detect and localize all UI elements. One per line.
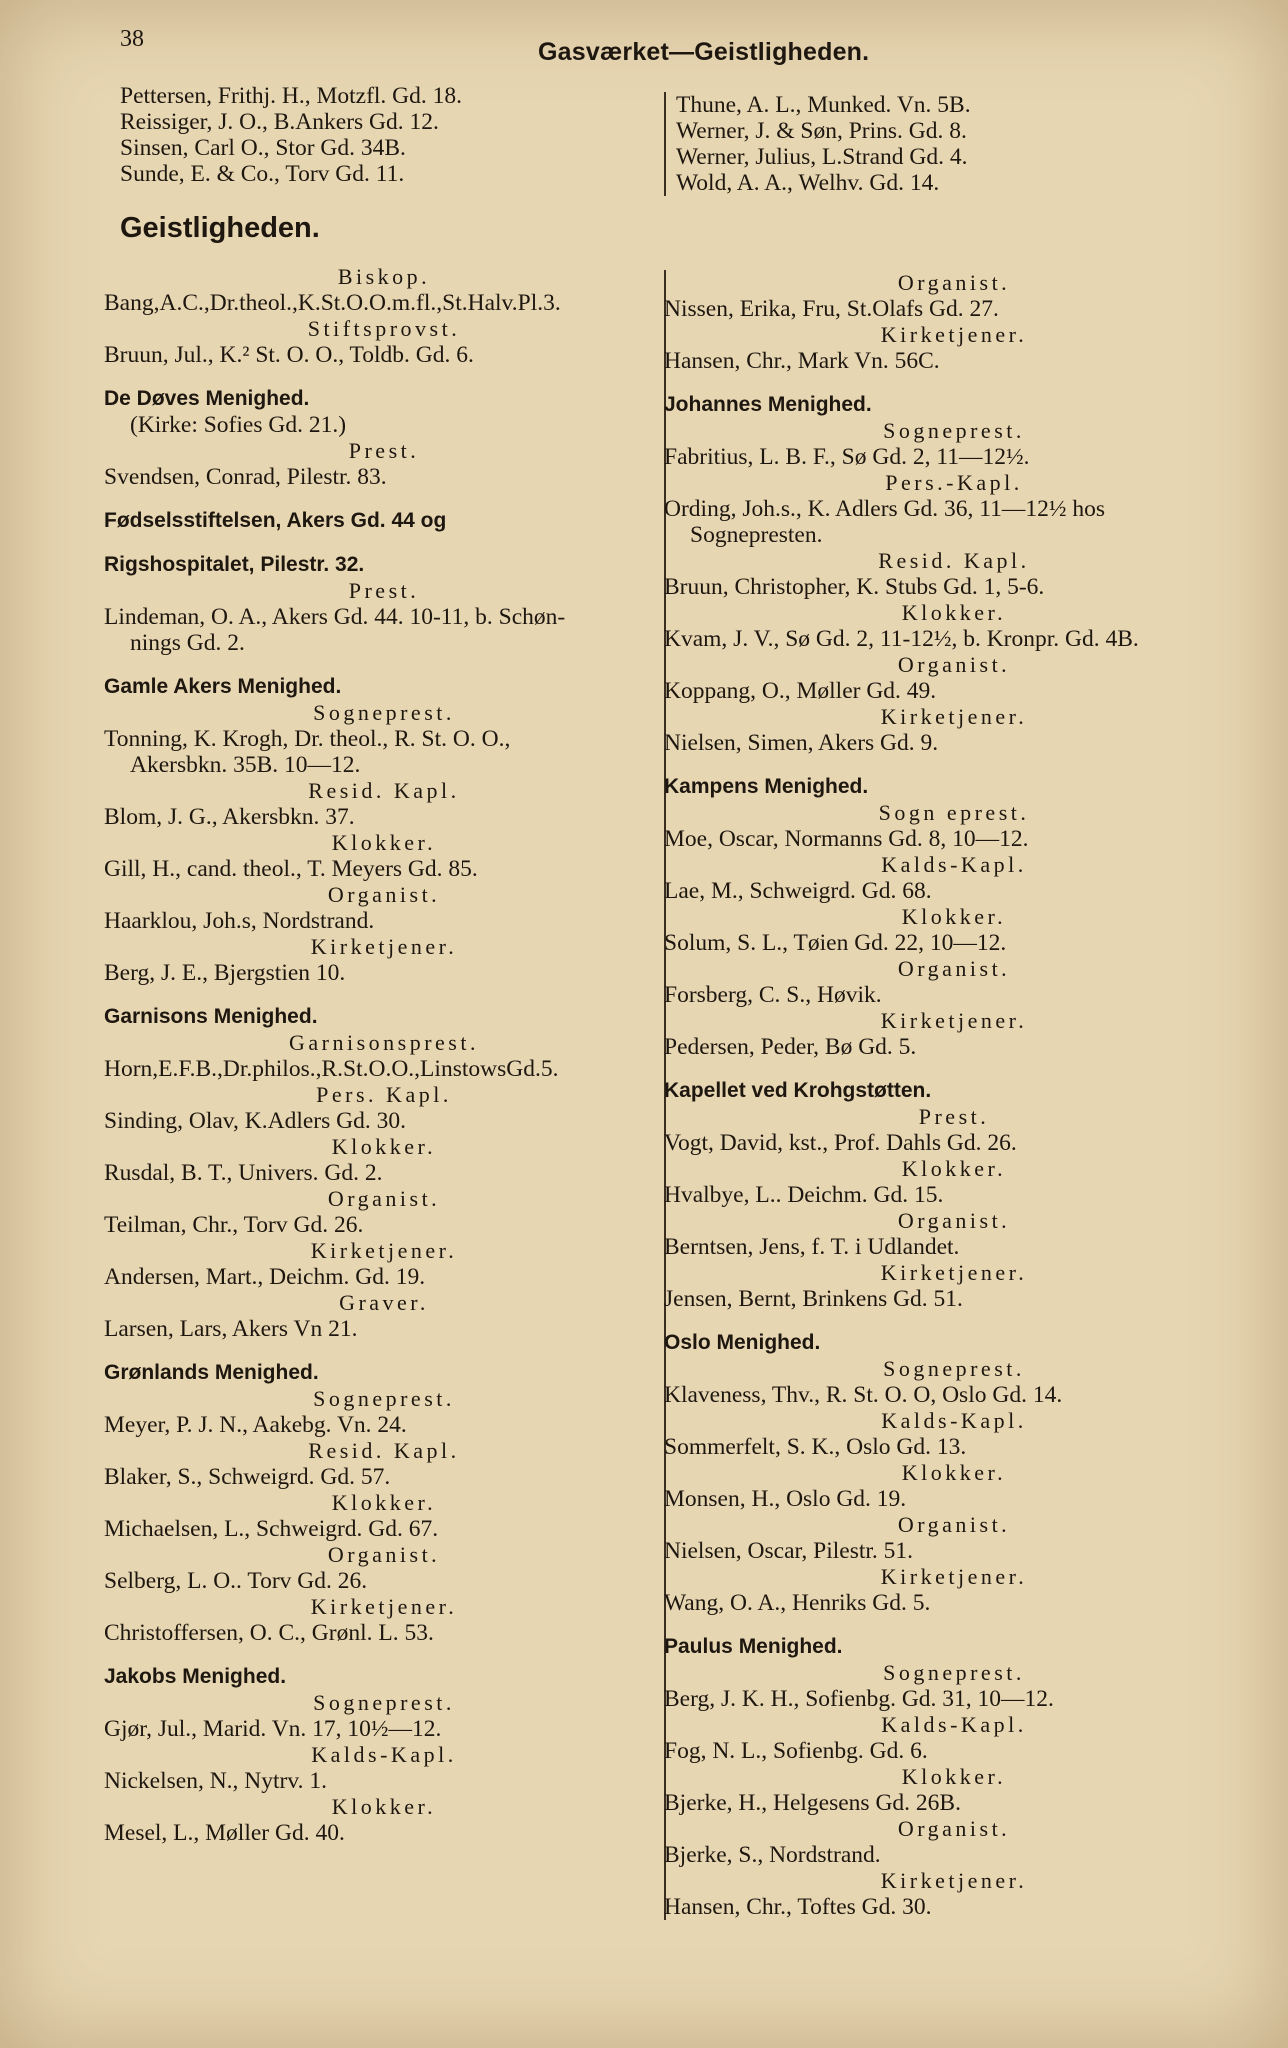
office-title: Biskop. [337,264,431,289]
office-title: Prest. [348,578,420,603]
office-title: Resid. Kapl. [308,778,460,803]
office-title: Kalds-Kapl. [881,1408,1027,1433]
directory-entry: Meyer, P. J. N., Aakebg. Vn. 24. [104,1412,407,1438]
top-left-list [120,83,462,187]
list-item: Werner, Julius, L.Strand Gd. 4. [676,144,968,170]
parish-heading: Paulus Menighed. [664,1635,843,1658]
office-title: Sogneprest. [313,700,455,725]
list-item: Wold, A. A., Welhv. Gd. 14. [676,170,940,196]
directory-entry: Teilman, Chr., Torv Gd. 26. [104,1212,364,1238]
directory-entry: Fabritius, L. B. F., Sø Gd. 2, 11—12½. [664,444,1030,470]
directory-entry: Gill, H., cand. theol., T. Meyers Gd. 85. [104,856,478,882]
left-column [104,264,664,1846]
office-title: Prest. [348,438,420,463]
office-title: Kirketjener. [880,1868,1028,1893]
office-title: Kirketjener. [310,1238,458,1263]
directory-entry: Nissen, Erika, Fru, St.Olafs Gd. 27. [664,296,999,322]
directory-entry: Nielsen, Simen, Akers Gd. 9. [664,730,939,756]
directory-entry: Haarklou, Joh.s, Nordstrand. [104,908,375,934]
directory-entry: Bang,A.C.,Dr.theol.,K.St.O.O.m.fl.,St.Halv.Pl.3. [104,290,561,316]
office-title: Sogn eprest. [878,800,1030,825]
office-title: Kirketjener. [880,1260,1028,1285]
office-title: Kalds-Kapl. [881,852,1027,877]
office-title: Klokker. [901,1156,1007,1181]
directory-entry: Bjerke, H., Helgesens Gd. 26B. [664,1790,961,1816]
directory-entry: Kvam, J. V., Sø Gd. 2, 11-12½, b. Kronpr. Gd. 4B. [664,626,1139,652]
directory-entry: Jensen, Bernt, Brinkens Gd. 51. [664,1286,963,1312]
directory-entry: Ording, Joh.s., K. Adlers Gd. 36, 11—12½ hos [664,496,1106,522]
office-title: Prest. [918,1104,990,1129]
parish-heading: Johannes Menighed. [664,393,872,416]
office-title: Organist. [897,1512,1011,1537]
office-title: Organist. [897,270,1011,295]
directory-entry: Rusdal, B. T., Univers. Gd. 2. [104,1160,383,1186]
directory-entry: Svendsen, Conrad, Pilestr. 83. [104,464,387,490]
running-head: Gasværket—Geistligheden. [538,38,870,66]
section-title: Geistligheden. [120,212,320,244]
office-title: Kirketjener. [880,1564,1028,1589]
directory-entry: Blaker, S., Schweigrd. Gd. 57. [104,1464,391,1490]
directory-entry: Forsberg, C. S., Høvik. [664,982,882,1008]
page-number: 38 [120,26,144,52]
office-title: Kirketjener. [310,1594,458,1619]
office-title: Garnisonsprest. [289,1030,479,1055]
directory-entry: Berg, J. E., Bjergstien 10. [104,960,346,986]
office-title: Klokker. [331,830,437,855]
office-title: Organist. [897,1208,1011,1233]
office-title: Organist. [327,882,441,907]
office-title: Klokker. [901,1460,1007,1485]
directory-entry: Berntsen, Jens, f. T. i Udlandet. [664,1234,960,1260]
directory-entry: Horn,E.F.B.,Dr.philos.,R.St.O.O.,LinstowsGd.5. [104,1056,559,1082]
office-title: Organist. [897,1816,1011,1841]
office-title: Resid. Kapl. [878,548,1030,573]
parish-heading: Grønlands Menighed. [104,1361,319,1384]
directory-entry: Blom, J. G., Akersbkn. 37. [104,804,355,830]
directory-entry: Bjerke, S., Nordstrand. [664,1842,881,1868]
directory-entry: Hansen, Chr., Toftes Gd. 30. [664,1894,932,1920]
office-title: Graver. [339,1290,429,1315]
parish-heading: Gamle Akers Menighed. [104,675,342,698]
directory-entry: Pedersen, Peder, Bø Gd. 5. [664,1034,917,1060]
entry-continuation: (Kirke: Sofies Gd. 21.) [130,412,347,438]
directory-entry: Gjør, Jul., Marid. Vn. 17, 10½—12. [104,1716,442,1742]
office-title: Sogneprest. [883,1356,1025,1381]
directory-entry: Hvalbye, L.. Deichm. Gd. 15. [664,1182,944,1208]
directory-entry: Klaveness, Thv., R. St. O. O, Oslo Gd. 14. [664,1382,1063,1408]
office-title: Organist. [327,1542,441,1567]
directory-entry: Wang, O. A., Henriks Gd. 5. [664,1590,931,1616]
list-item: Pettersen, Frithj. H., Motzfl. Gd. 18. [120,83,463,109]
directory-entry: Bruun, Jul., K.² St. O. O., Toldb. Gd. 6. [104,342,474,368]
entry-continuation: Akersbkn. 35B. 10—12. [130,752,361,778]
directory-entry: Fog, N. L., Sofienbg. Gd. 6. [664,1738,928,1764]
office-title: Kalds-Kapl. [881,1712,1027,1737]
directory-entry: Berg, J. K. H., Sofienbg. Gd. 31, 10—12. [664,1686,1054,1712]
parish-heading: Kapellet ved Krohgstøtten. [664,1079,932,1102]
directory-entry: Michaelsen, L., Schweigrd. Gd. 67. [104,1516,439,1542]
office-title: Sogneprest. [313,1690,455,1715]
office-title: Klokker. [901,1764,1007,1789]
column-divider-top [664,92,666,196]
parish-heading: Jakobs Menighed. [104,1665,287,1688]
parish-heading: Kampens Menighed. [664,775,869,798]
parish-heading: Oslo Menighed. [664,1331,821,1354]
directory-entry: Moe, Oscar, Normanns Gd. 8, 10—12. [664,826,1029,852]
office-title: Organist. [327,1186,441,1211]
list-item: Sinsen, Carl O., Stor Gd. 34B. [120,135,406,161]
office-title: Stiftsprovst. [307,316,461,341]
directory-entry: Solum, S. L., Tøien Gd. 22, 10—12. [664,930,1007,956]
directory-entry: Lindeman, O. A., Akers Gd. 44. 10-11, b. Schøn- [104,604,566,630]
directory-entry: Monsen, H., Oslo Gd. 19. [664,1486,907,1512]
office-title: Kirketjener. [310,934,458,959]
directory-entry: Bruun, Christopher, K. Stubs Gd. 1, 5-6. [664,574,1045,600]
office-title: Sogneprest. [313,1386,455,1411]
directory-entry: Vogt, David, kst., Prof. Dahls Gd. 26. [664,1130,1017,1156]
office-title: Kirketjener. [880,1008,1028,1033]
office-title: Sogneprest. [883,1660,1025,1685]
top-right-list [676,92,971,196]
office-title: Kirketjener. [880,322,1028,347]
office-title: Klokker. [331,1794,437,1819]
office-title: Kirketjener. [880,704,1028,729]
directory-entry: Nielsen, Oscar, Pilestr. 51. [664,1538,914,1564]
office-title: Kalds-Kapl. [311,1742,457,1767]
directory-entry: Tonning, K. Krogh, Dr. theol., R. St. O. O., [104,726,511,752]
list-item: Reissiger, J. O., B.Ankers Gd. 12. [120,109,439,135]
parish-heading: De Døves Menighed. [104,387,310,410]
office-title: Pers. Kapl. [316,1082,452,1107]
office-title: Klokker. [331,1490,437,1515]
parish-heading: Rigshospitalet, Pilestr. 32. [104,553,365,576]
directory-entry: Koppang, O., Møller Gd. 49. [664,678,937,704]
right-column [664,270,1244,1920]
entry-continuation: nings Gd. 2. [130,630,245,656]
directory-entry: Christoffersen, O. C., Grønl. L. 53. [104,1620,434,1646]
office-title: Pers.-Kapl. [885,470,1023,495]
directory-entry: Larsen, Lars, Akers Vn 21. [104,1316,358,1342]
office-title: Klokker. [901,600,1007,625]
directory-entry: Andersen, Mart., Deichm. Gd. 19. [104,1264,426,1290]
directory-entry: Hansen, Chr., Mark Vn. 56C. [664,348,940,374]
directory-entry: Mesel, L., Møller Gd. 40. [104,1820,345,1846]
directory-entry: Lae, M., Schweigrd. Gd. 68. [664,878,932,904]
parish-heading: Fødselsstiftelsen, Akers Gd. 44 og [104,509,447,532]
office-title: Klokker. [901,904,1007,929]
list-item: Werner, J. & Søn, Prins. Gd. 8. [676,118,967,144]
directory-entry: Sinding, Olav, K.Adlers Gd. 30. [104,1108,407,1134]
list-item: Thune, A. L., Munked. Vn. 5B. [676,92,971,118]
office-title: Resid. Kapl. [308,1438,460,1463]
directory-entry: Nickelsen, N., Nytrv. 1. [104,1768,327,1794]
office-title: Sogneprest. [883,418,1025,443]
entry-continuation: Sognepresten. [690,522,823,548]
office-title: Klokker. [331,1134,437,1159]
directory-entry: Sommerfelt, S. K., Oslo Gd. 13. [664,1434,967,1460]
list-item: Sunde, E. & Co., Torv Gd. 11. [120,161,405,187]
directory-entry: Selberg, L. O.. Torv Gd. 26. [104,1568,368,1594]
office-title: Organist. [897,956,1011,981]
office-title: Organist. [897,652,1011,677]
parish-heading: Garnisons Menighed. [104,1005,318,1028]
